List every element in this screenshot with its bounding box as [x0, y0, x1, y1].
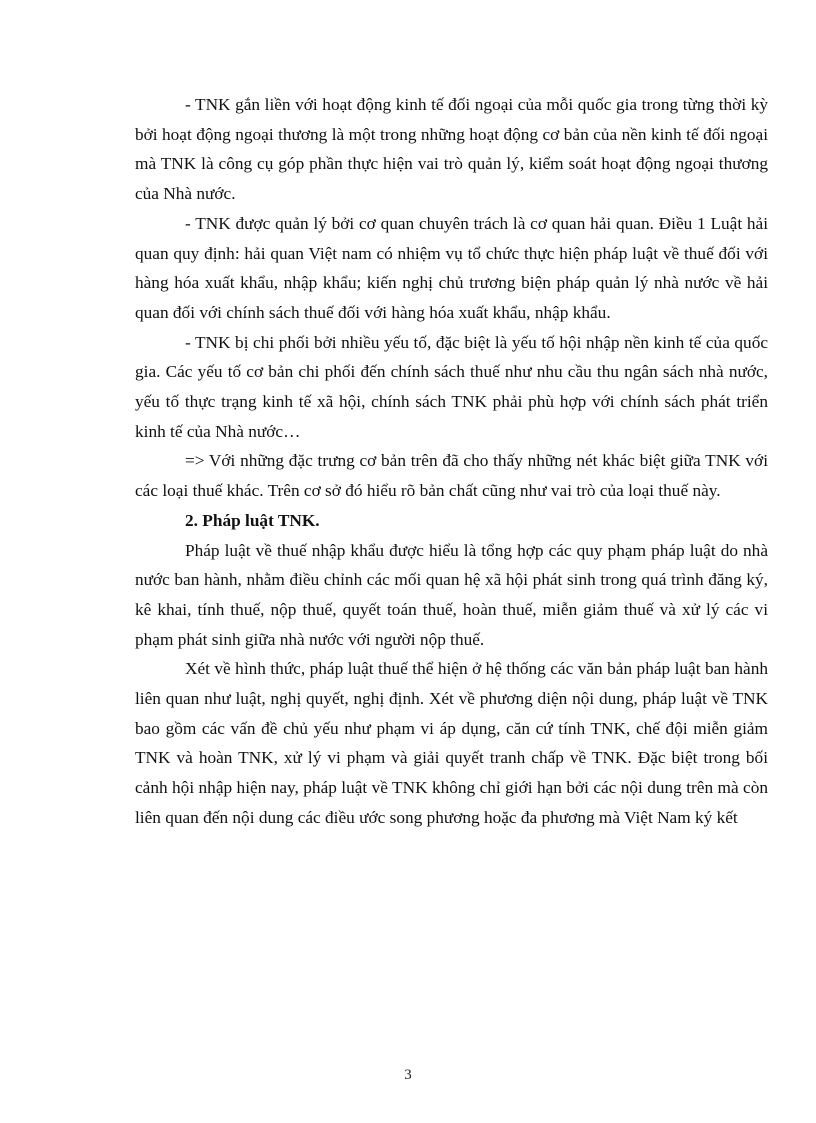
paragraph-law-definition: Pháp luật về thuế nhập khẩu được hiểu là tổng hợp các quy phạm pháp luật do nhà nước ban hành, nhằm điều chỉnh các mối quan hệ xã hội phát sinh trong quá trình đăng ký, kê khai, tính thuế, nộp thuế, quyết toán thuế, hoàn thuế, miễn giảm thuế và xử lý các vi phạm phát sinh giữa nhà nước với người nộp thuế.: [135, 540, 768, 649]
page-number: 3: [404, 1067, 412, 1083]
paragraph-tnk-factors: - TNK bị chi phối bởi nhiều yếu tố, đặc biệt là yếu tố hội nhập nền kinh tế của quốc gia. Các yếu tố cơ bản chi phối đến chính sách thuế như nhu cầu thu ngân sách nhà nước, yếu tố thực trạng kinh tế xã hội, chính sách TNK phải phù hợp với chính sách phát triển kinh tế của Nhà nước…: [135, 332, 768, 441]
paragraph-tnk-foreign-economy: - TNK gắn liền với hoạt động kinh tế đối ngoại của mỗi quốc gia trong từng thời kỳ bởi hoạt động ngoại thương là một trong những hoạt động cơ bản của nền kinh tế đối ngoại mà TNK là công cụ góp phần thực hiện vai trò quản lý, kiểm soát hoạt động ngoại thương của Nhà nước.: [135, 95, 768, 204]
paragraph-law-form-content: Xét về hình thức, pháp luật thuế thể hiện ở hệ thống các văn bản pháp luật ban hành liên quan như luật, nghị quyết, nghị định. Xét về phương diện nội dung, pháp luật về TNK bao gồm các vấn đề chủ yếu như phạm vi áp dụng, căn cứ tính TNK, chế đội miễn giảm TNK và hoàn TNK, xử lý vi phạm và giải quyết tranh chấp về TNK. Đặc biệt trong bối cảnh hội nhập hiện nay, pháp luật về TNK không chỉ giới hạn bởi các nội dung trên mà còn liên quan đến nội dung các điều ước song phương hoặc đa phương mà Việt Nam ký kết: [135, 659, 768, 827]
section-heading: 2. Pháp luật TNK.: [185, 510, 320, 530]
paragraph-conclusion: => Với những đặc trưng cơ bản trên đã cho thấy những nét khác biệt giữa TNK với các loại thuế khác. Trên cơ sở đó hiểu rõ bản chất cũng như vai trò của loại thuế này.: [135, 451, 768, 501]
document-page: [135, 90, 768, 833]
paragraph-tnk-customs: - TNK được quản lý bởi cơ quan chuyên trách là cơ quan hải quan. Điều 1 Luật hải quan quy định: hải quan Việt nam có nhiệm vụ tổ chức thực hiện pháp luật về thuế đối với hàng hóa xuất khẩu, nhập khẩu; kiến nghị chủ trương biện pháp quản lý nhà nước về hải quan đối với chính sách thuế đối với hàng hóa xuất khẩu, nhập khẩu.: [135, 213, 768, 322]
